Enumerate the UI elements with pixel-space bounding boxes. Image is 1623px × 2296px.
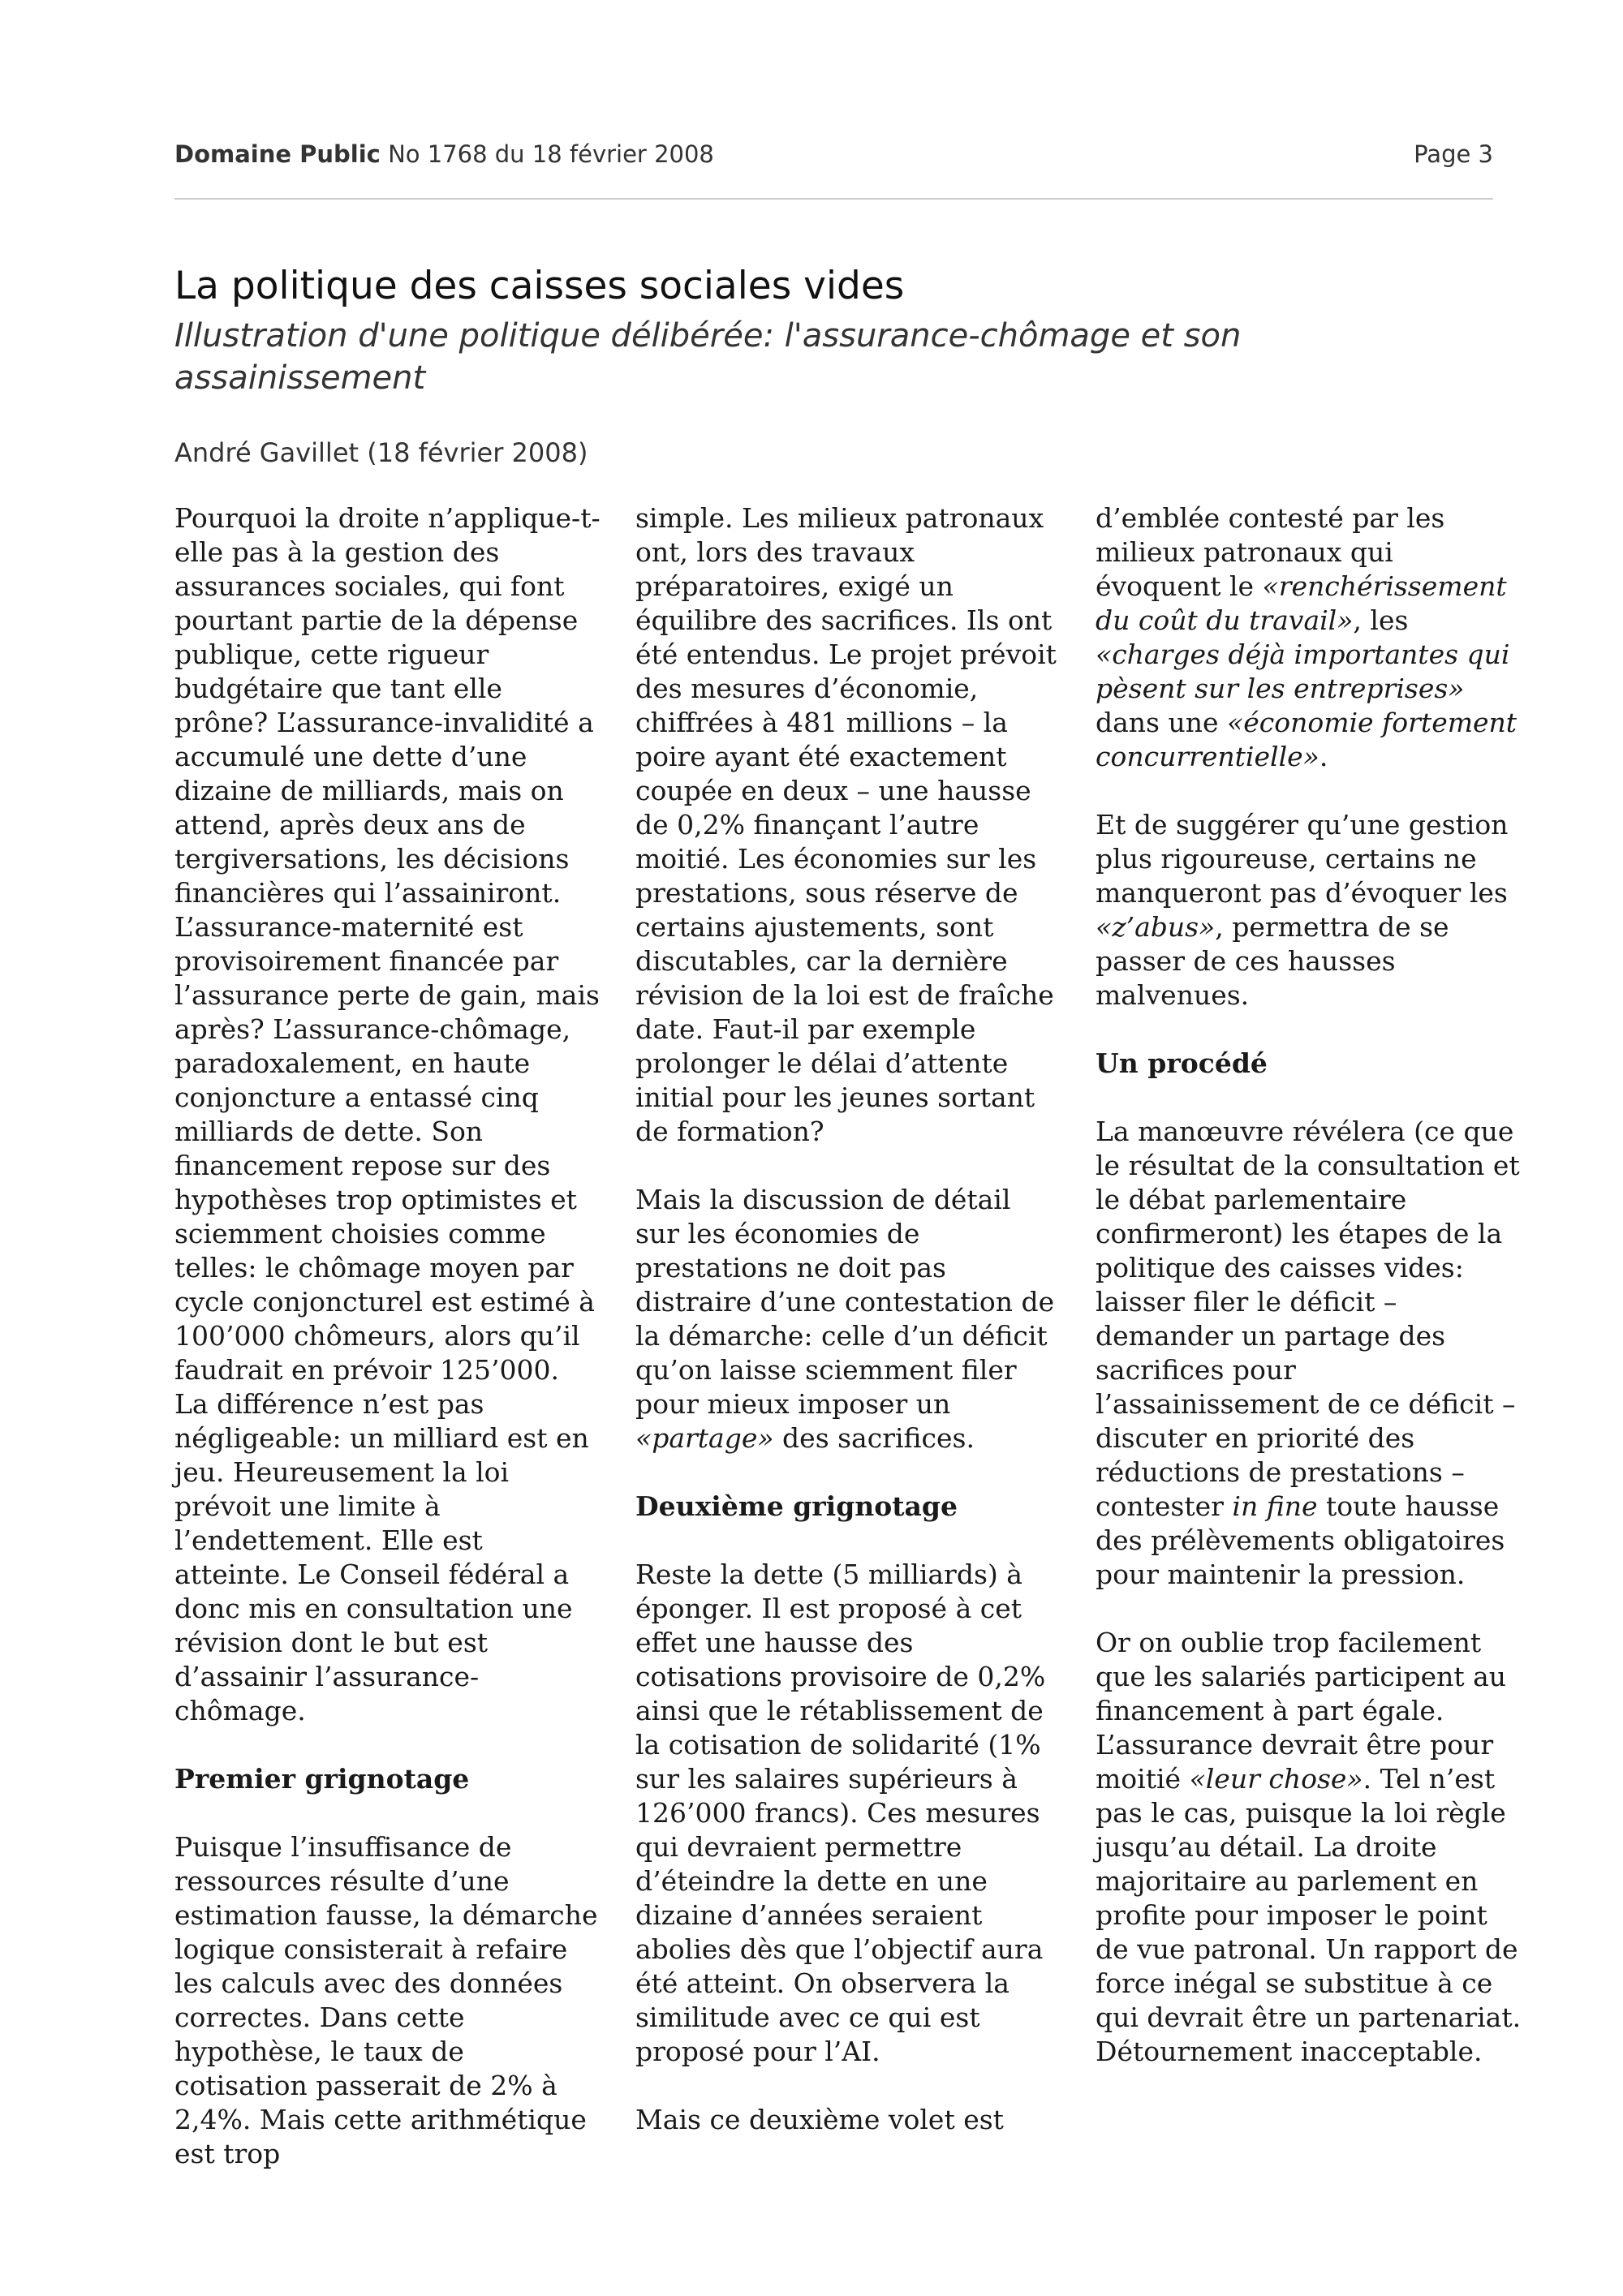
text-run: Or on oublie trop facilement que les salariés participent au financement à part égale. L’assurance devrait être pour moitié (1096, 1627, 1507, 1795)
emphasis: «renchérissement du coût du travail» (1096, 570, 1507, 636)
emphasis: in fine (1232, 1490, 1318, 1522)
text-run: . Tel n’est pas le cas, puisque la loi règle jusqu’au détail. La droite majoritaire au parlement en profite pour imposer le point de vue patronal. Un rapport de force inégal se substitue à ce qui devrait être un partenariat. Détournement inacceptable. (1096, 1763, 1522, 2067)
section-heading: Deuxième grignotage (635, 1490, 958, 1522)
emphasis: «économie fortement concurrentielle» (1096, 707, 1518, 772)
paragraph (1096, 501, 1522, 774)
text-run: Et de suggérer qu’une gestion plus rigoureuse, certains ne manqueront pas d’évoquer les (1096, 809, 1509, 909)
column-2 (635, 501, 1061, 2137)
text-run: La manœuvre révélera (ce que le résultat de la consultation et le débat parlementaire confirmeront) les étapes de la politique des caisses vides: laisser filer le déficit – demander un partage des sacrifices pour l’assainissement de ce déficit – discuter en priorité des réductions de prestations – contester (1096, 1116, 1520, 1522)
paragraph: Mais ce deuxième volet est (635, 2104, 1004, 2135)
paragraph (1096, 1115, 1522, 1592)
emphasis: «leur chose» (1189, 1763, 1363, 1795)
text-run: Mais la discussion de détail sur les économies de prestations ne doit pas distraire d’une contestation de la démarche: celle d’un déficit qu’on laisse sciemment filer pour mieux imposer un (635, 1184, 1055, 1420)
column-3 (1096, 501, 1522, 2069)
paragraph: Pourquoi la droite n’applique-t-elle pas à la gestion des assurances sociales, qui font pourtant partie de la dépense publique, cette rigueur budgétaire que tant elle prône? L’assurance-invalidité a accumulé une dette d’une dizaine de milliards, mais on attend, après deux ans de tergiversations, les décisions financières qui l’assainiront. L’assurance-maternité est provisoirement financée par l’assurance perte de gain, mais après? L’assurance-chômage, paradoxalement, en haute conjoncture a entassé cinq milliards de dette. Son financement repose sur des hypothèses trop optimistes et sciemment choisies comme telles: le chômage moyen par cycle conjoncturel est estimé à 100’000 chômeurs, alors qu’il faudrait en prévoir 125’000. La différence n’est pas négligeable: un milliard est en jeu. Heureusement la loi prévoit une limite à l’endettement. Elle est atteinte. Le Conseil fédéral a donc mis en consultation une révision dont le but est d’assainir l’assurance-chômage. (174, 502, 601, 1726)
text-run: d’emblée contesté par les milieux patronaux qui évoquent le (1096, 502, 1445, 602)
issue-info: No 1768 du 18 février 2008 (388, 140, 714, 168)
text-run: des sacrifices. (773, 1422, 975, 1454)
section-heading: Premier grignotage (174, 1763, 470, 1795)
paragraph (1096, 808, 1522, 1013)
paragraph (1096, 1626, 1522, 2069)
emphasis: «charges déjà importantes qui pèsent sur les entreprises» (1096, 638, 1510, 704)
text-run: , permettra de se passer de ces hausses malvenues. (1096, 911, 1449, 1011)
emphasis: «partage» (635, 1422, 774, 1454)
section-heading: Un procédé (1096, 1047, 1268, 1079)
paragraph: Puisque l’insuffisance de ressources résulte d’une estimation fausse, la démarche logique consisterait à refaire les calculs avec des données correctes. Dans cette hypothèse, le taux de cotisation passerait de 2% à 2,4%. Mais cette arithmétique est trop (174, 1831, 598, 2169)
text-run: dans une (1096, 707, 1228, 738)
page-header (174, 136, 1493, 172)
header-divider (174, 198, 1493, 200)
page-number: Page 3 (1414, 140, 1493, 168)
article-byline: André Gavillet (18 février 2008) (174, 437, 588, 468)
article-title: La politique des caisses sociales vides (174, 264, 905, 308)
column-1 (174, 501, 601, 2171)
paragraph: simple. Les milieux patronaux ont, lors des travaux préparatoires, exigé un équilibre des sacrifices. Ils ont été entendus. Le projet prévoit des mesures d’économie, chiffrées à 481 millions – la poire ayant été exactement coupée en deux – une hausse de 0,2% finançant l’autre moitié. Les économies sur les prestations, sous réserve de certains ajustements, sont discutables, car la dernière révision de la loi est de fraîche date. Faut-il par exemple prolonger le délai d’attente initial pour les jeunes sortant de formation? (635, 502, 1057, 1147)
text-run: , les (1353, 604, 1409, 636)
paragraph: Reste la dette (5 milliards) à éponger. Il est proposé à cet effet une hausse des cotisations provisoire de 0,2% ainsi que le rétablissement de la cotisation de solidarité (1% sur les salaires supérieurs à 126’000 francs). Ces mesures qui devraient permettre d’éteindre la dette en une dizaine d’années seraient abolies dès que l’objectif aura été atteint. On observera la similitude avec ce qui est proposé pour l’AI. (635, 1559, 1046, 2067)
text-run: toute hausse des prélèvements obligatoires pour maintenir la pression. (1096, 1490, 1505, 1590)
publication-name: Domaine Public (174, 140, 381, 168)
text-run: . (1319, 741, 1328, 772)
article-subtitle: Illustration d'une politique délibérée: l'assurance-chômage et son assainissement (174, 317, 1242, 397)
paragraph (635, 1183, 1061, 1455)
emphasis: «z’abus» (1096, 911, 1216, 943)
